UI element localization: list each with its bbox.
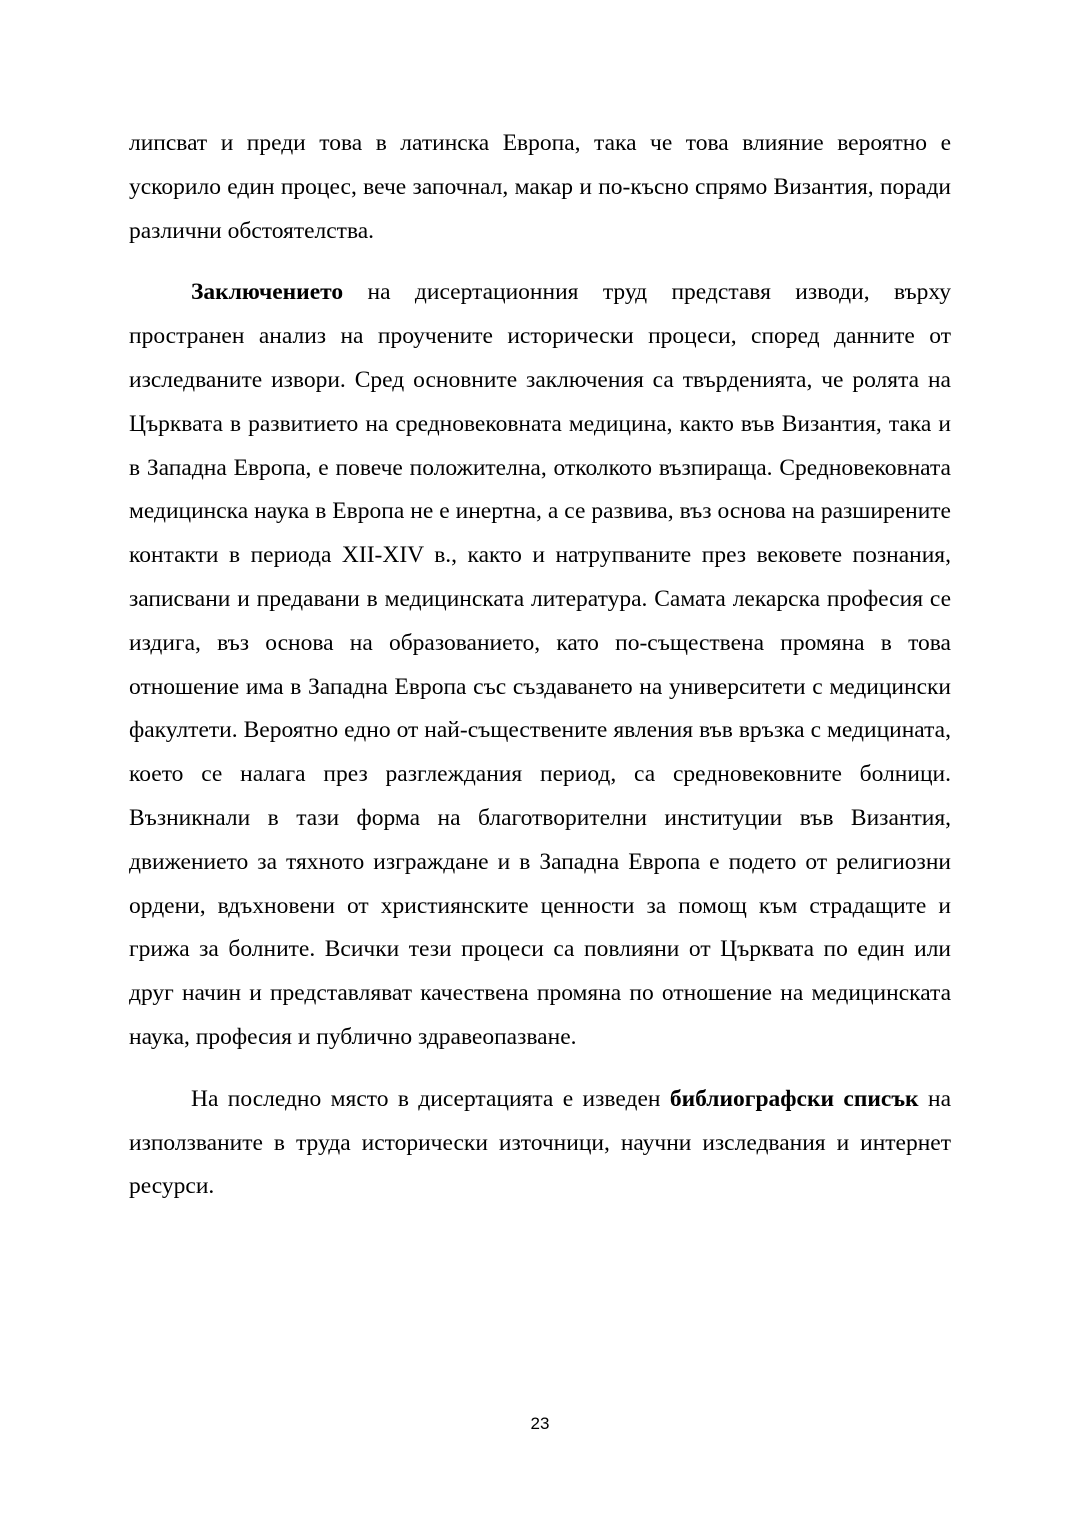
paragraph-conclusion bbox=[129, 271, 951, 1059]
paragraph-text: липсват и преди това в латинска Европа, така че това влияние вероятно е ускорило един процес, вече започнал, макар и по-късно спрямо Византия, поради различни обстоятелства. bbox=[129, 130, 951, 244]
paragraph-bibliography bbox=[129, 1078, 951, 1209]
paragraph-continuation bbox=[129, 122, 951, 253]
paragraph-text: на дисертационния труд представя изводи, върху пространен анализ на проучените исторически процеси, според данните от изследваните извори. Сред основните заключения са твърденията, че ролята на Църквата в развитието на средновековната медицина, както във Византия, така и в Западна Европа, е повече положителна, отколкото възпираща. Средновековната медицинска наука в Европа не е инертна, а се развива, въз основа на разширените контакти в периода XII-XIV в., както и натрупваните през вековете познания, записвани и предавани в медицинската литература. Самата лекарска професия се издига, въз основа на образованието, като по-съществена промяна в това отношение има в Западна Европа със създаването на университети с медицински факултети. Вероятно едно от най-съществените явления във връзка с медицината, което се налага през разглеждания период, са средновековните болници. Възникнали в тази форма на благотворителни институции във Византия, движението за тяхното изграждане и в Западна Европа е подето от религиозни ордени, вдъхновени от християнските ценности за помощ към страдащите и грижа за болните. Всички тези процеси са повлияни от Църквата по един или друг начин и представляват качествена промяна по отношение на медицинската наука, професия и публично здравеопазване. bbox=[129, 279, 951, 1050]
page-number: 23 bbox=[530, 1414, 550, 1433]
paragraph-text-end: на използваните в труда исторически източници, научни изследвания и интернет ресурси. bbox=[129, 1085, 951, 1200]
bibliography-phrase: библиографски списък bbox=[669, 1085, 919, 1112]
conclusion-heading-word: Заключението bbox=[191, 279, 344, 306]
paragraph-text-start: На последно място в дисертацията е изведен bbox=[191, 1085, 670, 1112]
page-body bbox=[129, 122, 951, 1209]
